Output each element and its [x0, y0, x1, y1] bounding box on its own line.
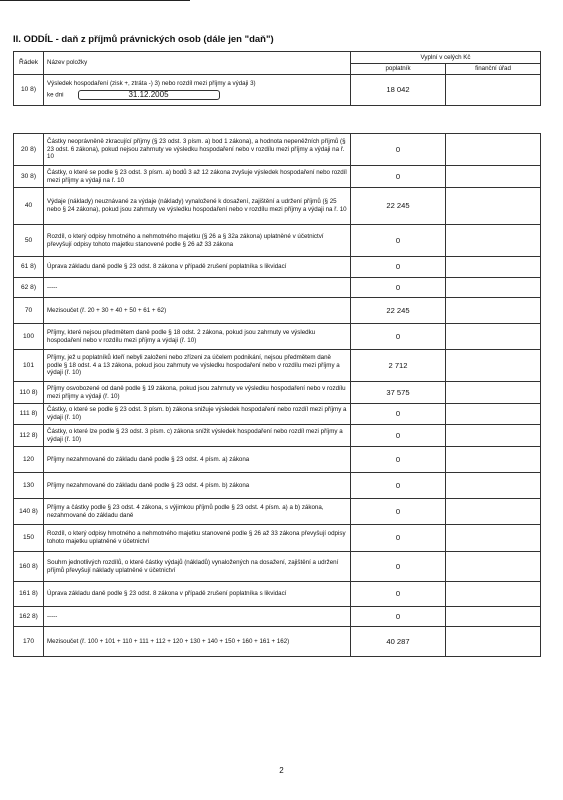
date-label: ke dni: [47, 91, 64, 99]
table-row: [14, 473, 541, 499]
row-number: 161 8): [14, 582, 44, 607]
row-10: [14, 75, 541, 106]
date-field[interactable]: 31.12.2005: [78, 90, 220, 100]
taxpayer-value[interactable]: 40 287: [351, 627, 446, 657]
taxpayer-value[interactable]: 22 245: [351, 298, 446, 324]
row-number: 130: [14, 473, 44, 499]
office-value: [446, 350, 541, 382]
row-number: 112 8): [14, 425, 44, 447]
taxpayer-value[interactable]: 0: [351, 499, 446, 525]
row-label: Úprava základu daně podle § 23 odst. 8 zákona v případě zrušení poplatníka s likvidací: [44, 582, 351, 607]
taxpayer-value[interactable]: 0: [351, 473, 446, 499]
row-label: Výdaje (náklady) neuznávané za výdaje (náklady) vynaložené k dosažení, zajištění a udržení příjmů (§ 25 nebo § 24 zákona), pokud jsou zahrnuty ve výsledku hospodaření nebo v rozdílu mezi příjmy a výdaji na ř. 10: [44, 188, 351, 225]
taxpayer-value[interactable]: 0: [351, 582, 446, 607]
office-value: [446, 324, 541, 350]
page-number: 2: [279, 766, 284, 775]
row-label: Příjmy a částky podle § 23 odst. 4 zákona, s výjimkou příjmů podle § 23 odst. 4 písm. a) a b) zákona, nezahrnované do základu daně: [44, 499, 351, 525]
row-number: 100: [14, 324, 44, 350]
office-value: [446, 188, 541, 225]
row-number: 120: [14, 447, 44, 473]
taxpayer-col-header: poplatník: [351, 64, 446, 75]
office-value: [446, 425, 541, 447]
table-row: [14, 552, 541, 582]
office-value: [446, 552, 541, 582]
row-label: Částky, o které se podle § 23 odst. 3 písm. a) bodů 3 až 12 zákona zvyšuje výsledek hospodaření nebo rozdíl mezi příjmy a výdaji na ř. 10: [44, 166, 351, 188]
office-value: [446, 382, 541, 404]
office-value: [446, 278, 541, 298]
fill-in-header: Vyplní v celých Kč: [351, 52, 541, 64]
row-number: 170: [14, 627, 44, 657]
top-rule: [0, 0, 190, 1]
row-label: Rozdíl, o který odpisy hmotného a nehmotného majetku stanovené podle § 26 až 33 zákona převyšují odpisy tohoto majetku uplatněné v účetnictví: [44, 525, 351, 552]
table-row: [14, 499, 541, 525]
office-value: [446, 166, 541, 188]
taxpayer-value[interactable]: 0: [351, 525, 446, 552]
taxpayer-value[interactable]: 0: [351, 404, 446, 425]
row-label: [44, 75, 351, 106]
taxpayer-value[interactable]: 0: [351, 447, 446, 473]
table-row: [14, 525, 541, 552]
office-value: [446, 75, 541, 106]
office-value: [446, 473, 541, 499]
row-number: 70: [14, 298, 44, 324]
row-label: Částky neoprávněně zkracující příjmy (§ 23 odst. 3 písm. a) bod 1 zákona), a hodnota nepeněžních příjmů (§ 23 odst. 6 zákona), pokud nejsou zahrnuty ve výsledku hospodaření nebo v rozdílu mezi příjmy a výdaji na ř. 10: [44, 134, 351, 166]
table-row: [14, 278, 541, 298]
row-number: 150: [14, 525, 44, 552]
taxpayer-value[interactable]: 0: [351, 225, 446, 257]
table-row: [14, 166, 541, 188]
row-number: 40: [14, 188, 44, 225]
office-value: [446, 404, 541, 425]
office-value: [446, 582, 541, 607]
taxpayer-value[interactable]: 0: [351, 278, 446, 298]
row-label: Příjmy, které nejsou předmětem daně podle § 18 odst. 2 zákona, pokud jsou zahrnuty ve výsledku hospodaření nebo v rozdílu mezi příjmy a výdaji (ř. 10): [44, 324, 351, 350]
row-label: Mezisoučet (ř. 20 + 30 + 40 + 50 + 61 + 62): [44, 298, 351, 324]
row-label: -----: [44, 607, 351, 627]
name-col-header: Název položky: [44, 52, 351, 75]
section-title: II. ODDÍL - daň z příjmů právnických osob (dále jen "daň"): [13, 34, 274, 45]
table-row: [14, 607, 541, 627]
row-label: Příjmy, jež u poplatníků kteří nebyli založeni nebo zřízeni za účelem podnikání, nejsou předmětem daně podle § 18 odst. 4 a 13 zákona, pokud jsou zahrnuty ve výsledku hospodaření nebo v rozdílu mezi příjmy a výdaji (ř. 10): [44, 350, 351, 382]
row-col-header: Řádek: [14, 52, 44, 75]
row-number: 140 8): [14, 499, 44, 525]
office-value: [446, 257, 541, 278]
table-row: [14, 350, 541, 382]
office-value: [446, 627, 541, 657]
table-row: [14, 225, 541, 257]
row-label: Částky, o které lze podle § 23 odst. 3 písm. c) zákona snížit výsledek hospodaření nebo rozdíl mezi příjmy a výdaji (ř. 10): [44, 425, 351, 447]
table-row: [14, 134, 541, 166]
taxpayer-value[interactable]: 0: [351, 425, 446, 447]
row-label: Příjmy osvobozené od daně podle § 19 zákona, pokud jsou zahrnuty ve výsledku hospodaření nebo v rozdílu mezi příjmy a výdaji (ř. 10): [44, 382, 351, 404]
row-number: 10 8): [14, 75, 44, 106]
office-value: [446, 607, 541, 627]
row-label: Mezisoučet (ř. 100 + 101 + 110 + 111 + 112 + 120 + 130 + 140 + 150 + 160 + 161 + 162): [44, 627, 351, 657]
table-row: [14, 324, 541, 350]
row-10-label: Výsledek hospodaření (zisk +, ztráta -) 3) nebo rozdíl mezi příjmy a výdaji 3): [47, 79, 256, 87]
table-row: [14, 447, 541, 473]
taxpayer-value[interactable]: 0: [351, 324, 446, 350]
taxpayer-value[interactable]: 18 042: [351, 75, 446, 106]
taxpayer-value[interactable]: 0: [351, 166, 446, 188]
office-value: [446, 447, 541, 473]
row-label: -----: [44, 278, 351, 298]
row-number: 61 8): [14, 257, 44, 278]
header-row-top: [14, 52, 541, 64]
office-value: [446, 225, 541, 257]
row-number: 160 8): [14, 552, 44, 582]
row-label: Souhrn jednotlivých rozdílů, o které částky výdajů (nákladů) vynaložených na dosažení, zajištění a udržení příjmů převyšují náklady uplatněné v účetnictví: [44, 552, 351, 582]
taxpayer-value[interactable]: 37 575: [351, 382, 446, 404]
office-value: [446, 499, 541, 525]
row-number: 62 8): [14, 278, 44, 298]
table-row: [14, 425, 541, 447]
row-label: Úprava základu daně podle § 23 odst. 8 zákona v případě zrušení poplatníka s likvidací: [44, 257, 351, 278]
items-table: [13, 133, 541, 657]
table-row: [14, 582, 541, 607]
taxpayer-value[interactable]: 0: [351, 552, 446, 582]
table-row: [14, 188, 541, 225]
row-number: 110 8): [14, 382, 44, 404]
row-label: Rozdíl, o který odpisy hmotného a nehmotného majetku (§ 26 a § 32a zákona) uplatněné v účetnictví převyšují odpisy tohoto majetku stanovené podle § 26 až 33 zákona: [44, 225, 351, 257]
row-label: Příjmy nezahrnované do základu daně podle § 23 odst. 4 písm. a) zákona: [44, 447, 351, 473]
taxpayer-value[interactable]: 0: [351, 257, 446, 278]
items-body: [14, 134, 541, 657]
office-value: [446, 298, 541, 324]
table-row: [14, 298, 541, 324]
taxpayer-value[interactable]: 2 712: [351, 350, 446, 382]
table-row: [14, 627, 541, 657]
row-number: 101: [14, 350, 44, 382]
taxpayer-value[interactable]: 0: [351, 134, 446, 166]
office-value: [446, 134, 541, 166]
header-table: [13, 51, 541, 106]
row-number: 50: [14, 225, 44, 257]
row-number: 111 8): [14, 404, 44, 425]
row-label: Příjmy nezahrnované do základu daně podle § 23 odst. 4 písm. b) zákona: [44, 473, 351, 499]
office-col-header: finanční úřad: [446, 64, 541, 75]
row-number: 30 8): [14, 166, 44, 188]
taxpayer-value[interactable]: 0: [351, 607, 446, 627]
table-row: [14, 404, 541, 425]
row-number: 20 8): [14, 134, 44, 166]
office-value: [446, 525, 541, 552]
row-number: 162 8): [14, 607, 44, 627]
row-label: Částky, o které se podle § 23 odst. 3 písm. b) zákona snižuje výsledek hospodaření nebo rozdíl mezi příjmy a výdaji (ř. 10): [44, 404, 351, 425]
table-row: [14, 382, 541, 404]
taxpayer-value[interactable]: 22 245: [351, 188, 446, 225]
table-row: [14, 257, 541, 278]
